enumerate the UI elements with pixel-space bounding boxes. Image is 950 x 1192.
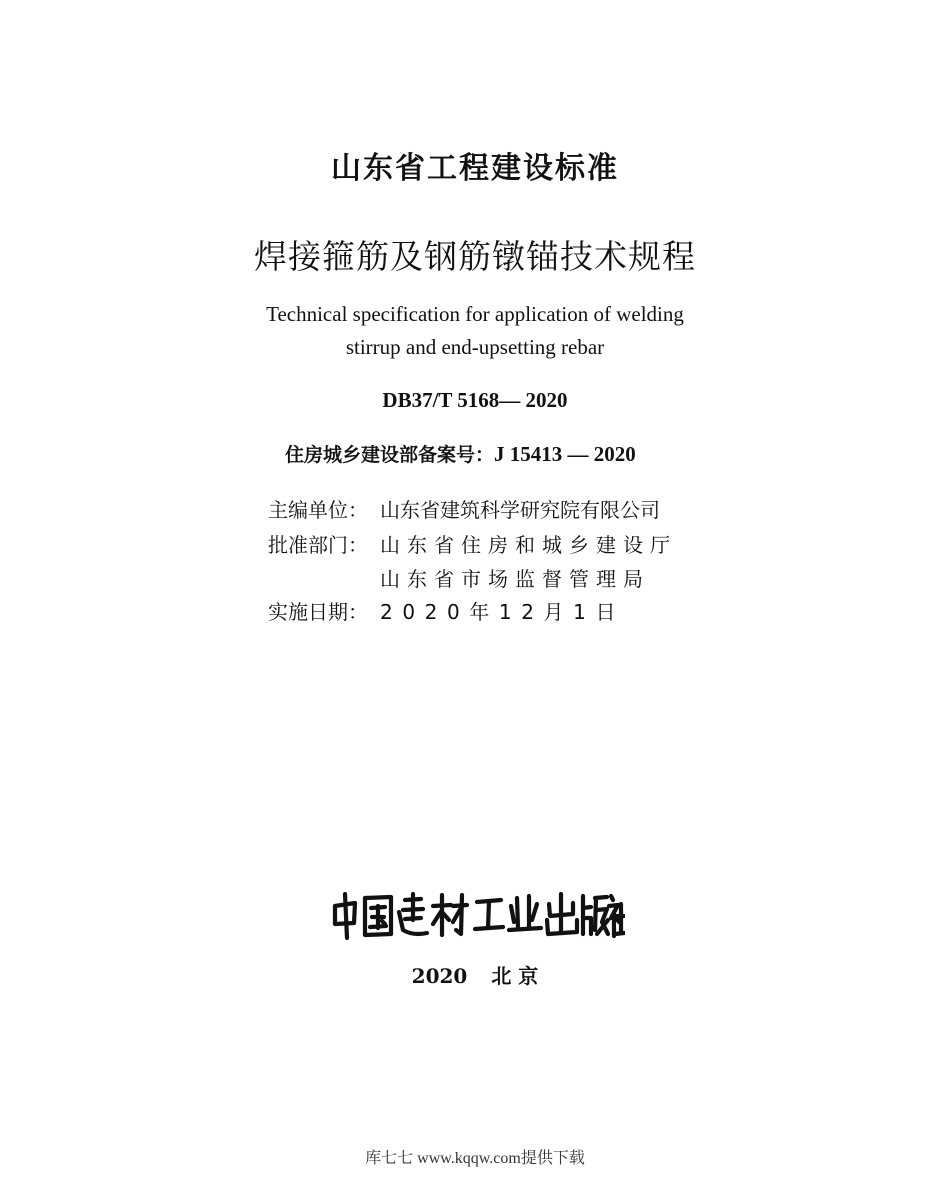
filing-number: J 15413 — 2020 — [494, 442, 636, 466]
document-title-english-line1: Technical specification for application of welding — [266, 302, 684, 326]
document-title-english-line2: stirrup and end-upsetting rebar — [345, 335, 605, 359]
document-title-chinese: 焊接箍筋及钢筋镦锚技术规程 — [254, 237, 696, 276]
download-watermark: 库七七 www.kqqw.com提供下载 — [365, 1150, 585, 1167]
approval-value-2: 山东省市场监督管理局 — [380, 567, 650, 591]
effective-date-row — [268, 596, 698, 628]
publisher-logo — [325, 890, 625, 940]
editor-row — [268, 494, 698, 526]
filing-label: 住房城乡建设部备案号： — [285, 444, 495, 466]
effective-date-value: 2020年12月1日 — [380, 600, 626, 624]
approval-row-2 — [268, 563, 698, 595]
effective-date-label: 实施日期： — [268, 600, 368, 624]
approval-value-1: 山东省住房和城乡建设厅 — [380, 533, 677, 557]
standard-series-title: 山东省工程建设标准 — [331, 151, 619, 186]
approval-row — [268, 529, 698, 561]
standard-number: DB37/T 5168— 2020 — [382, 388, 568, 412]
publication-city: 北 京 — [491, 964, 539, 988]
editor-value: 山东省建筑科学研究院有限公司 — [380, 498, 660, 522]
editor-label: 主编单位： — [268, 498, 368, 522]
publication-year: 2020 — [411, 964, 468, 988]
publisher-place-year — [0, 960, 950, 989]
filing-record — [285, 440, 636, 467]
approval-label: 批准部门： — [268, 533, 368, 557]
